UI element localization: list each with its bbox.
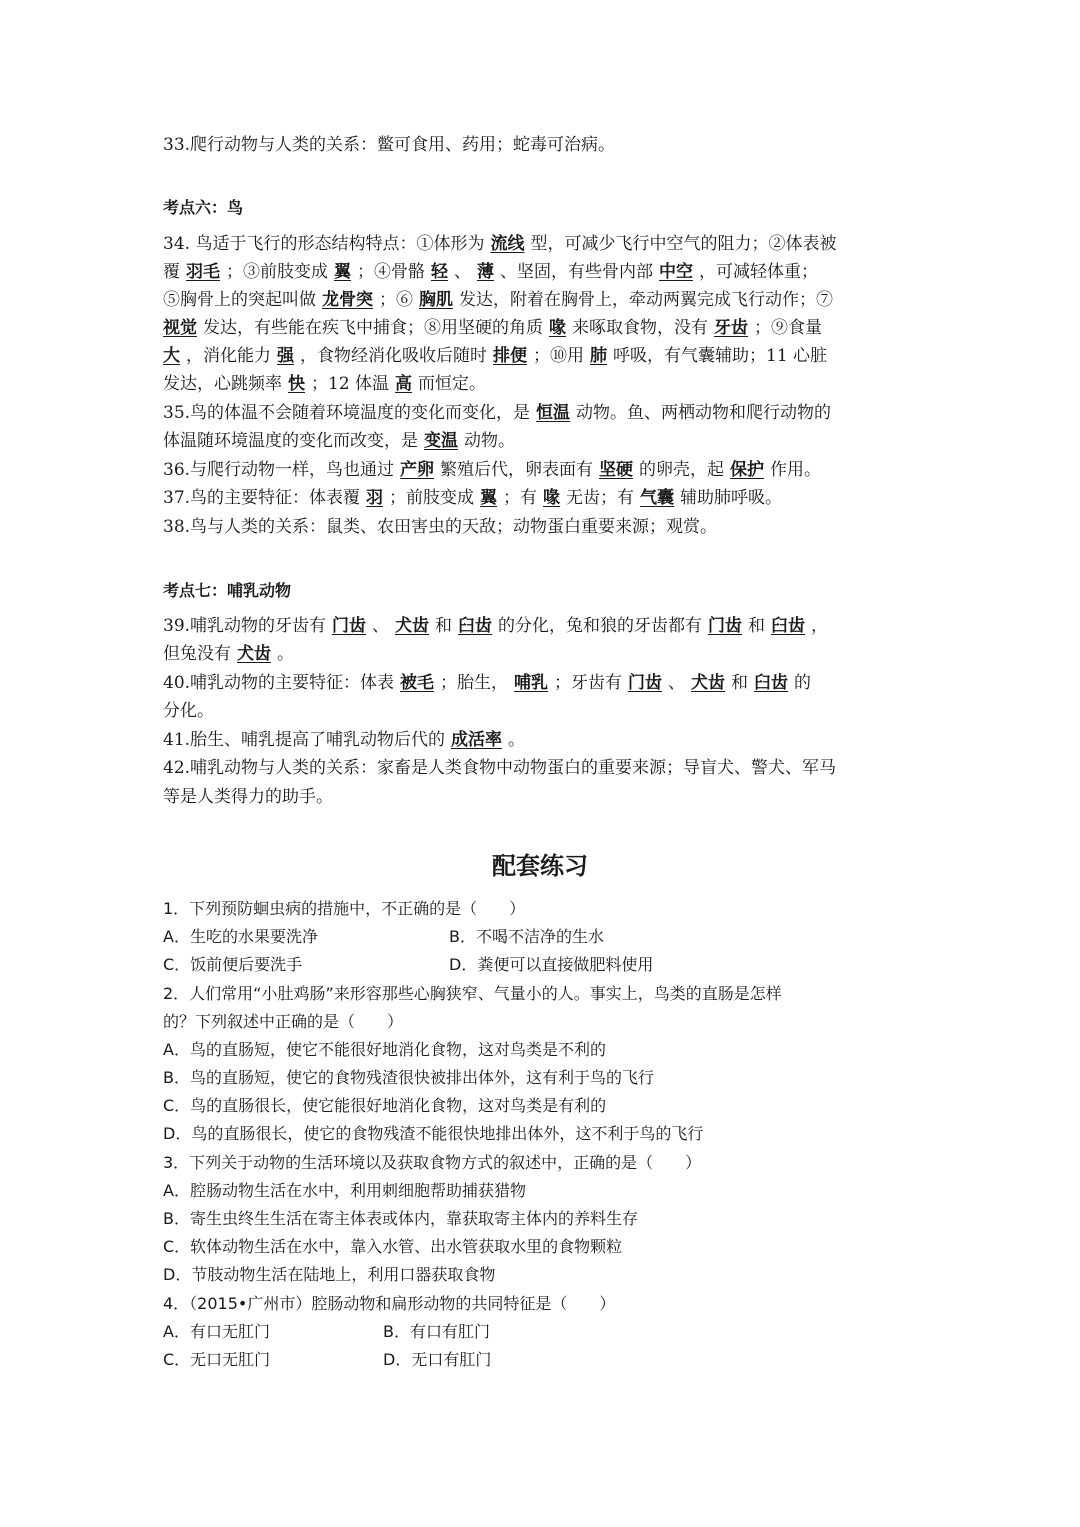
blank: 哺乳 — [514, 673, 549, 693]
note-33: 33.爬行动物与人类的关系：鳖可食用、药用；蛇毒可治病。 — [163, 135, 616, 155]
question-3-option-c: C．软体动物生活在水中，靠入水管、出水管获取水里的食物颗粒 — [163, 1237, 623, 1256]
blank: 羽毛 — [186, 262, 220, 282]
option-b: B．有口有肛门 — [383, 1322, 490, 1341]
section-heading-mammals: 考点七：哺乳动物 — [163, 581, 292, 600]
note-41: 41.胎生、哺乳提高了哺乳动物后代的 成活率 。 — [163, 730, 526, 750]
blank: 犬齿 — [237, 644, 271, 664]
note-40-line2: 分化。 — [163, 701, 214, 721]
section-heading-birds: 考点六：鸟 — [163, 198, 244, 217]
blank: 气囊 — [640, 488, 675, 508]
blank: 门齿 — [332, 616, 367, 636]
blank: 高 — [395, 374, 413, 394]
option-d: D．无口有肛门 — [383, 1350, 492, 1369]
blank: 成活率 — [451, 730, 503, 750]
blank: 变温 — [424, 431, 458, 451]
blank: 胸肌 — [419, 290, 453, 310]
question-3-option-b: B．寄生虫终生生活在寄主体表或体内，靠获取寄主体内的养料生存 — [163, 1209, 638, 1228]
question-1-options-row2 — [163, 951, 923, 979]
note-34-line2: 覆 羽毛 ；③前肢变成 翼 ；④骨骼 轻 、 薄 、坚固，有些骨内部 中空 ，可减轻体重； — [163, 262, 818, 282]
blank: 保护 — [730, 460, 765, 480]
question-3-option-d: D．节肢动物生活在陆地上，利用口器获取食物 — [163, 1265, 496, 1284]
note-40-line1: 40.哺乳动物的主要特征：体表 被毛 ；胎生， 哺乳 ；牙齿有 门齿 、 犬齿 和 臼齿 的 — [163, 673, 812, 693]
question-2-option-d: D．鸟的直肠很长，使它的食物残渣不能很快地排出体外，这不利于鸟的飞行 — [163, 1124, 704, 1143]
blank: 产卵 — [400, 460, 435, 480]
note-34-line5: 大 ，消化能力 强 ，食物经消化吸收后随时 排便 ；⑩用 肺 呼吸，有气囊辅助；11 心脏 — [163, 346, 828, 366]
option-c: C．饭前便后要洗手 — [163, 955, 303, 974]
question-2-option-a: A．鸟的直肠短，使它不能很好地消化食物，这对鸟类是不利的 — [163, 1040, 606, 1059]
blank: 薄 — [477, 262, 494, 282]
exercise-title: 配套练习 — [492, 852, 588, 880]
blank: 强 — [277, 346, 294, 366]
option-d: D．粪便可以直接做肥料使用 — [449, 955, 654, 974]
blank: 臼齿 — [771, 616, 806, 636]
question-1-options-row1 — [163, 923, 923, 951]
blank: 被毛 — [400, 673, 435, 693]
blank: 喙 — [549, 318, 566, 338]
blank: 视觉 — [163, 318, 197, 338]
note-42-line1: 42.哺乳动物与人类的关系：家畜是人类食物中动物蛋白的重要来源；导盲犬、警犬、军马 — [163, 758, 837, 778]
note-35-line2: 体温随环境温度的变化而改变，是 变温 动物。 — [163, 431, 515, 451]
question-2-option-b: B．鸟的直肠短，使它的食物残渣很快被排出体外，这有利于鸟的飞行 — [163, 1068, 654, 1087]
blank: 大 — [163, 346, 180, 366]
blank: 龙骨突 — [322, 290, 373, 310]
question-4-options-row2 — [163, 1346, 923, 1374]
option-a: A．生吃的水果要洗净 — [163, 927, 318, 946]
blank: 羽 — [366, 488, 384, 508]
question-3-option-a: A．腔肠动物生活在水中，利用刺细胞帮助捕获猎物 — [163, 1181, 526, 1200]
option-c: C．无口无肛门 — [163, 1350, 271, 1369]
blank: 牙齿 — [714, 318, 748, 338]
blank: 门齿 — [708, 616, 743, 636]
note-39-line1: 39.哺乳动物的牙齿有 门齿 、 犬齿 和 臼齿 的分化，兔和狼的牙齿都有 门齿 和 臼齿 ， — [163, 616, 829, 636]
blank: 臼齿 — [458, 616, 493, 636]
blank: 翼 — [334, 262, 351, 282]
blank: 翼 — [480, 488, 498, 508]
note-37: 37.鸟的主要特征：体表覆 羽 ；前肢变成 翼 ；有 喙 无齿；有 气囊 辅助肺呼吸。 — [163, 488, 783, 508]
blank: 臼齿 — [754, 673, 789, 693]
blank: 恒温 — [536, 403, 571, 423]
option-a: A．有口无肛门 — [163, 1322, 270, 1341]
note-34-line3: ⑤胸骨上的突起叫做 龙骨突 ；⑥ 胸肌 发达，附着在胸骨上，牵动两翼完成飞行动作；⑦ — [163, 290, 833, 310]
question-4: 4．（2015•广州市）腔肠动物和扁形动物的共同特征是（ ） — [163, 1294, 616, 1313]
blank: 轻 — [431, 262, 448, 282]
question-2-option-c: C．鸟的直肠很长，使它能很好地消化食物，这对鸟类是有利的 — [163, 1096, 607, 1115]
blank: 犬齿 — [691, 673, 726, 693]
note-35-line1: 35.鸟的体温不会随着环境温度的变化而变化，是 恒温 动物。鱼、两栖动物和爬行动物的 — [163, 403, 832, 423]
blank: 喙 — [543, 488, 561, 508]
note-42-line2: 等是人类得力的助手。 — [163, 787, 333, 807]
option-b: B．不喝不洁净的生水 — [449, 927, 604, 946]
question-2-line1: 2．人们常用“小肚鸡肠”来形容那些心胸狭窄、气量小的人。事实上，鸟类的直肠是怎样 — [163, 984, 782, 1003]
blank: 肺 — [590, 346, 607, 366]
blank: 门齿 — [628, 673, 663, 693]
note-34-line6: 发达，心跳频率 快 ；12 体温 高 而恒定。 — [163, 374, 487, 394]
blank: 流线 — [490, 234, 525, 254]
question-4-options-row1 — [163, 1318, 923, 1346]
question-3: 3．下列关于动物的生活环境以及获取食物方式的叙述中，正确的是（ ） — [163, 1153, 702, 1172]
note-39-line2: 但兔没有 犬齿 。 — [163, 644, 294, 664]
question-1: 1．下列预防蛔虫病的措施中，不正确的是（ ） — [163, 899, 526, 918]
question-2-line2: 的？下列叙述中正确的是（ ） — [163, 1012, 404, 1031]
blank: 中空 — [659, 262, 693, 282]
note-34-line1: 34. 鸟适于飞行的形态结构特点：①体形为 流线 型，可减少飞行中空气的阻力；②体表被 — [163, 234, 837, 254]
note-36: 36.与爬行动物一样，鸟也通过 产卵 繁殖后代，卵表面有 坚硬 的卵壳，起 保护 作用。 — [163, 460, 822, 480]
note-38: 38.鸟与人类的关系：鼠类、农田害虫的天敌；动物蛋白重要来源；观赏。 — [163, 517, 718, 537]
note-34-line4: 视觉 发达，有些能在疾飞中捕食；⑧用坚硬的角质 喙 来啄取食物，没有 牙齿 ；⑨食量 — [163, 318, 822, 338]
blank: 犬齿 — [395, 616, 430, 636]
blank: 坚硬 — [599, 460, 634, 480]
blank: 快 — [288, 374, 305, 394]
blank: 排便 — [493, 346, 527, 366]
